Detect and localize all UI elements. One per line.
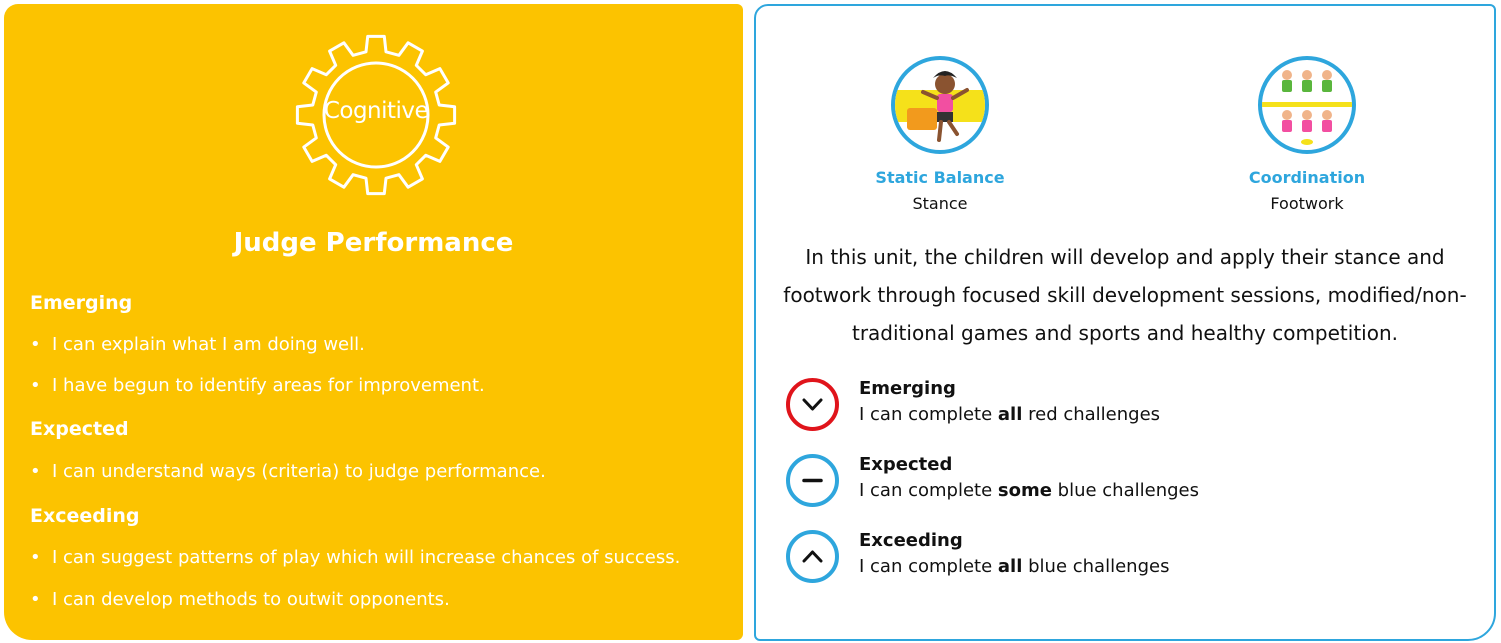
level-expected [786,454,1386,514]
unit-intro: In this unit, the children will develop and apply their stance and footwork through focused skill development sessions, modified/non-traditional games and sports and healthy competition. [783,245,1467,345]
chevron-up-icon [786,530,839,583]
skill-coordination [1207,56,1407,213]
list-item: • I can develop methods to outwit opponents. [30,589,450,610]
level-description: I can complete all blue challenges [859,556,1170,577]
skill-sub: Footwork [1270,194,1344,213]
level-description: I can complete all red challenges [859,404,1161,425]
skill-static-balance [840,56,1040,213]
expected-heading: Expected [30,418,129,440]
level-description: I can complete some blue challenges [859,480,1199,501]
page-title: Judge Performance [233,228,514,258]
cognitive-panel [4,4,743,640]
minus-icon [786,454,839,507]
skill-sub: Stance [912,194,968,213]
cognitive-badge-label: Cognitive [323,98,429,124]
unit-panel [754,4,1496,641]
static-balance-illustration [891,56,989,154]
list-item: • I can understand ways (criteria) to judge performance. [30,461,546,482]
list-item: • I have begun to identify areas for improvement. [30,375,485,396]
list-item: • I can explain what I am doing well. [30,334,365,355]
skill-name: Coordination [1248,168,1366,187]
level-title: Emerging [859,378,956,399]
list-item: • I can suggest patterns of play which will increase chances of success. [30,547,681,568]
level-exceeding [786,530,1386,590]
emerging-heading: Emerging [30,292,133,314]
coordination-illustration [1258,56,1356,154]
skill-name: Static Balance [875,168,1005,187]
level-emerging [786,378,1386,438]
chevron-down-icon [786,378,839,431]
level-title: Expected [859,454,953,475]
exceeding-heading: Exceeding [30,505,140,527]
level-title: Exceeding [859,530,963,551]
